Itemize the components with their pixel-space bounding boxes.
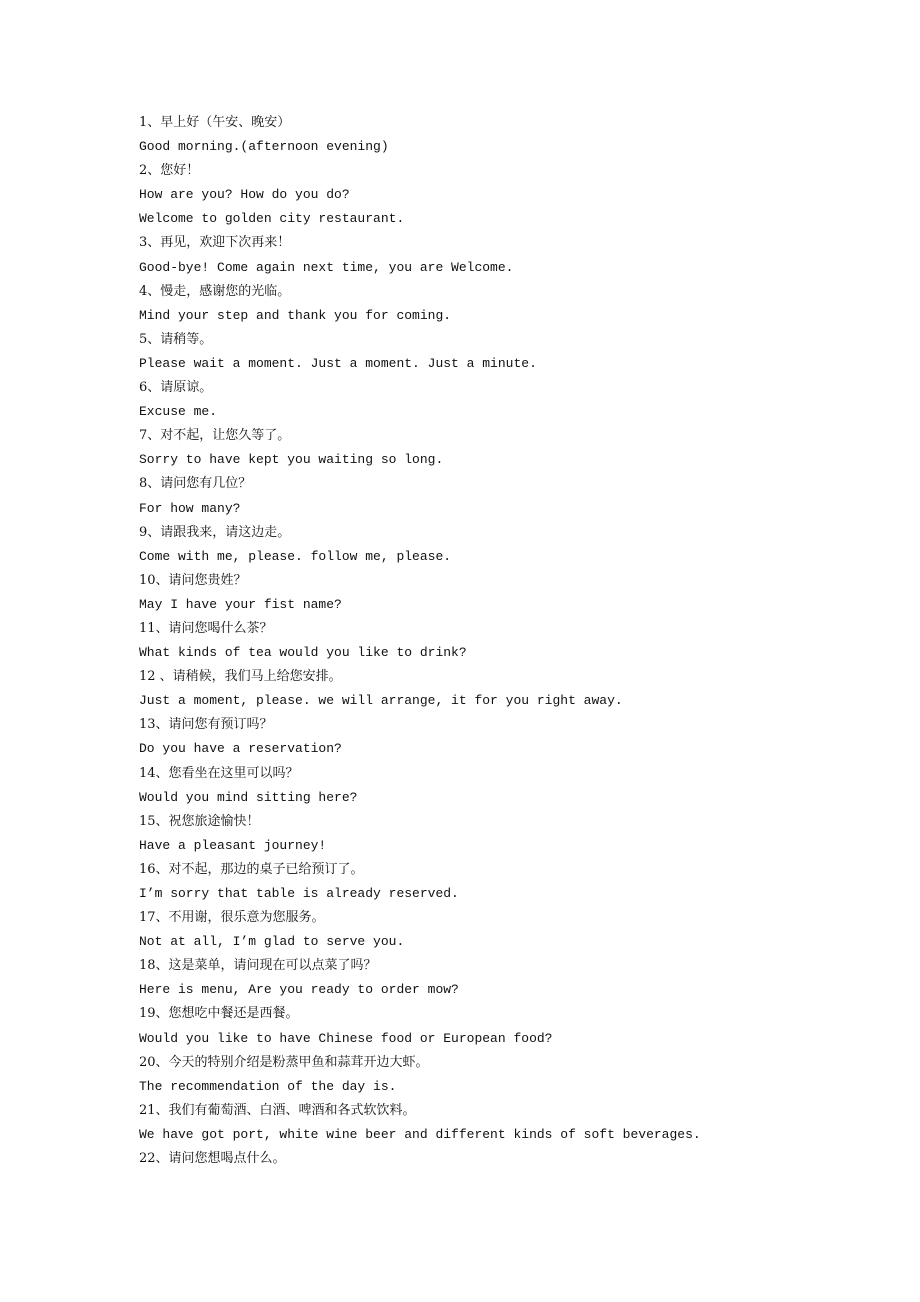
chinese-phrase-line: 2、您好！: [139, 163, 200, 179]
chinese-phrase-line: 9、请跟我来，请这边走。: [139, 524, 291, 540]
chinese-phrase-line: 20、今天的特别介绍是粉蒸甲鱼和蒜茸开边大虾。: [139, 1054, 429, 1070]
english-phrase-line: Not at all, I’m glad to serve you.: [139, 934, 405, 950]
english-phrase-line: I’m sorry that table is already reserved.: [139, 886, 459, 901]
english-phrase-line: Would you like to have Chinese food or European food?: [139, 1030, 553, 1046]
chinese-phrase-line: 19、您想吃中餐还是西餐。: [139, 1006, 299, 1022]
chinese-phrase-line: 16、对不起，那边的桌子已给预订了。: [139, 861, 364, 877]
chinese-phrase-line: 6、请原谅。: [139, 380, 213, 396]
chinese-phrase-line: 17、不用谢，很乐意为您服务。: [139, 910, 325, 926]
english-phrase-line: Here is menu, Are you ready to order mow?: [139, 982, 459, 998]
chinese-phrase-line: 15、祝您旅途愉快！: [139, 813, 260, 829]
english-phrase-line: Mind your step and thank you for coming.: [139, 307, 452, 323]
english-phrase-line: Please wait a moment. Just a moment. Just a minute.: [139, 355, 537, 371]
chinese-phrase-line: 1、早上好（午安、晚安）: [139, 115, 291, 130]
chinese-phrase-line: 14、您看坐在这里可以吗？: [139, 765, 299, 781]
chinese-phrase-line: 3、再见，欢迎下次再来！: [139, 235, 291, 251]
english-phrase-line: Have a pleasant journey!: [139, 837, 327, 853]
english-phrase-line: Excuse me.: [139, 404, 218, 420]
chinese-phrase-line: 11、请问您喝什么茶？: [139, 620, 273, 636]
english-phrase-line: Would you mind sitting here?: [139, 789, 358, 805]
phrase-list: [139, 111, 899, 1171]
chinese-phrase-line: 12 、请稍候，我们马上给您安排。: [139, 669, 342, 685]
english-phrase-line: Come with me, please. follow me, please.: [139, 548, 452, 564]
chinese-phrase-line: 21、我们有葡萄酒、白酒、啤酒和各式软饮料。: [139, 1102, 416, 1118]
english-phrase-line: Just a moment, please. we will arrange, it for you right away.: [139, 693, 623, 709]
chinese-phrase-line: 18、这是菜单，请问现在可以点菜了吗？: [139, 958, 377, 974]
english-phrase-line: What kinds of tea would you like to drink?: [139, 645, 467, 661]
english-phrase-line: The recommendation of the day is.: [139, 1078, 397, 1094]
chinese-phrase-line: 10、请问您贵姓？: [139, 572, 247, 588]
chinese-phrase-line: 4、慢走，感谢您的光临。: [139, 283, 291, 299]
english-phrase-line: Sorry to have kept you waiting so long.: [139, 452, 444, 468]
chinese-phrase-line: 13、请问您有预订吗？: [139, 717, 273, 733]
chinese-phrase-line: 7、对不起，让您久等了。: [139, 428, 291, 444]
english-phrase-line: May I have your fist name?: [139, 596, 342, 612]
english-phrase-line: For how many?: [139, 500, 241, 516]
english-phrase-line: Welcome to golden city restaurant.: [139, 211, 405, 227]
chinese-phrase-line: 22、请问您想喝点什么。: [139, 1151, 286, 1167]
english-phrase-line: Good-bye! Come again next time, you are Welcome.: [139, 259, 514, 275]
english-phrase-line: We have got port, white wine beer and different kinds of soft beverages.: [139, 1126, 701, 1142]
english-phrase-line: How are you? How do you do?: [139, 187, 350, 203]
english-phrase-line: Do you have a reservation?: [139, 741, 342, 757]
chinese-phrase-line: 5、请稍等。: [139, 331, 213, 347]
english-phrase-line: Good morning.(afternoon evening): [139, 139, 389, 155]
chinese-phrase-line: 8、请问您有几位？: [139, 476, 252, 492]
